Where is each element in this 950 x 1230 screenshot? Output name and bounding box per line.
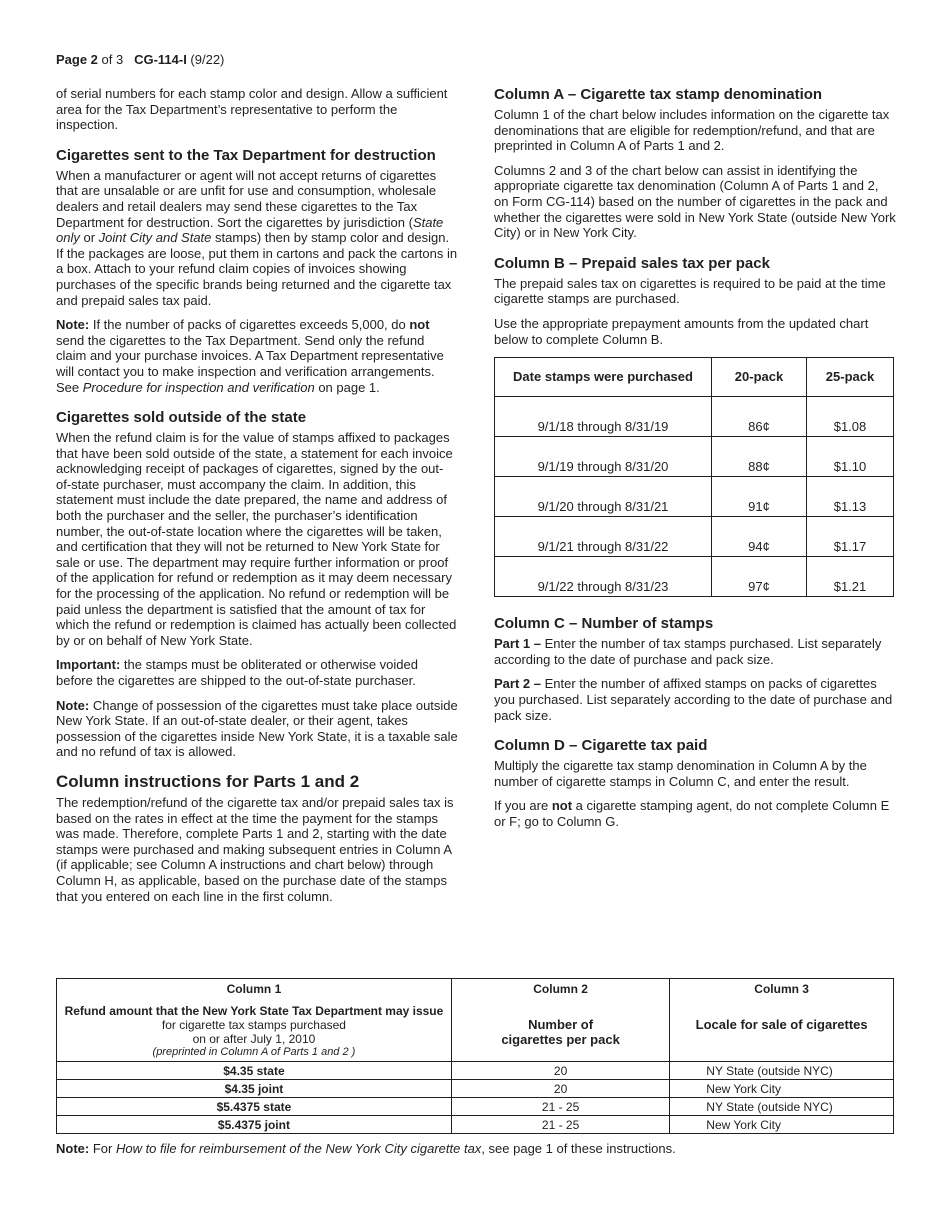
intro-paragraph: of serial numbers for each stamp color and design. Allow a sufficient area for the Tax Department’s representative to perform the inspection. xyxy=(56,86,448,133)
column-b-paragraph-2: Use the appropriate prepayment amounts from the updated chart below to complete Column B. xyxy=(494,315,869,347)
header-date: Date stamps were purchased xyxy=(495,358,712,397)
table-row: 9/1/21 through 8/31/22 94¢ $1.17 xyxy=(495,517,894,557)
header-25-pack: 25-pack xyxy=(807,358,894,397)
table-row: $5.4375 state 21 - 25 NY State (outside NYC) xyxy=(57,1098,894,1116)
important-note: Important: the stamps must be obliterated or otherwise voided before the cigarettes are shipped to the out-of-state purchaser. xyxy=(56,657,418,688)
column-a-paragraph-2: Columns 2 and 3 of the chart below can assist in identifying the appropriate cigarette tax denomination (Column A of Parts 1 and 2, on Form CG-114) based on the number of cigarettes in the pack and whether the cigarettes were sold in New York State (outside New York City) or in New York City. xyxy=(494,162,896,241)
header-20-pack: 20-pack xyxy=(712,358,807,397)
table-row: 9/1/22 through 8/31/23 97¢ $1.21 xyxy=(495,557,894,597)
table-row: 9/1/19 through 8/31/20 88¢ $1.10 xyxy=(495,437,894,477)
table-row: 9/1/18 through 8/31/19 86¢ $1.08 xyxy=(495,397,894,437)
denomination-chart xyxy=(56,978,894,1156)
form-revision: (9/22) xyxy=(186,52,225,67)
column-3-header: Column 3 Locale for sale of cigarettes xyxy=(670,979,894,1062)
column-d-heading: Column D – Cigarette tax paid xyxy=(494,737,708,755)
table-row: 9/1/20 through 8/31/21 91¢ $1.13 xyxy=(495,477,894,517)
column-2-header: Column 2 Number of cigarettes per pack xyxy=(451,979,669,1062)
footnote: Note: For How to file for reimbursement of the New York City cigarette tax, see page 1 of these instructions. xyxy=(56,1141,676,1156)
column-a-heading: Column A – Cigarette tax stamp denomination xyxy=(494,86,823,103)
page-header xyxy=(56,52,224,67)
column-d-paragraph-1: Multiply the cigarette tax stamp denomination in Column A by the number of cigarette stamps in Column C, and enter the result. xyxy=(494,758,867,789)
prepaid-sales-tax-table xyxy=(494,357,894,597)
column-1-header: Column 1 Refund amount that the New York State Tax Department may issue for cigarette tax stamps purchased on or after July 1, 2010 (preprinted in Column A of Parts 1 and 2 ) xyxy=(57,979,452,1062)
column-instructions-heading: Column instructions for Parts 1 and 2 xyxy=(56,771,360,791)
table-row: $4.35 state 20 NY State (outside NYC) xyxy=(57,1062,894,1080)
column-instructions-paragraph: The redemption/refund of the cigarette tax and/or prepaid sales tax is based on the rates in effect at the time the payment for the stamps was made. Therefore, complete Parts 1 and 2, starting with the date stamps were purchased and making subsequent entries in Column A (if applicable; see Column A instructions and chart below) through Column H, as applicable, based on the purchase date of the stamps that you entered on each line in the first column. xyxy=(56,794,454,904)
denomination-table xyxy=(56,978,894,1134)
destruction-paragraph: When a manufacturer or agent will not accept returns of cigarettes that are unsalable or are unfit for use and consumption, wholesale dealers and retail dealers may send these cigarettes to the Tax Department for destruction. Sort the cigarettes by jurisdiction (State only or Joint City and State stamps) then by stamp color and design. If the packages are loose, put them in cartons and pack the cartons in a box. Attach to your refund claim copies of invoices showing purchases of the specific brands being returned and the cigarette tax and prepaid sales tax paid. xyxy=(56,167,458,308)
column-c-heading: Column C – Number of stamps xyxy=(494,615,714,633)
column-d-paragraph-2: If you are not a cigarette stamping agent, do not complete Column E or F; go to Column G. xyxy=(494,798,890,829)
page-number: Page 2 xyxy=(56,52,98,67)
prepaid-table-header xyxy=(495,358,894,397)
column-c-part-2: Part 2 – Enter the number of affixed stamps on packs of cigarettes you purchased. List separately according to the date of purchase and pack size. xyxy=(494,676,893,723)
destruction-note: Note: If the number of packs of cigarettes exceeds 5,000, do not send the cigarettes to the Tax Department. Send only the refund claim and your purchase invoices. A Tax Department representative will contact you to make inspection and verification arrangements. See Procedure for inspection and verification on page 1. xyxy=(56,317,444,395)
right-column xyxy=(494,86,896,838)
form-id: CG-114-I xyxy=(134,52,187,67)
left-column xyxy=(56,86,458,913)
column-c-part-1: Part 1 – Enter the number of tax stamps purchased. List separately according to the date of purchase and pack size. xyxy=(494,636,882,667)
table-row: $5.4375 joint 21 - 25 New York City xyxy=(57,1116,894,1134)
outside-state-paragraph: When the refund claim is for the value of stamps affixed to packages that have been sold outside of the state, a statement for each invoice acknowledging receipt of packages of cigarettes, signed by the out-of-state purchaser, must accompany the claim. In addition, this statement must include the date prepared, the name and address of both the purchaser and the seller, the purchaser’s identification number, the out-of-state location where the cigarettes will be taken, and certification that they will not be returned to New York State for sale or use. The department may require further information or proof of the application for refund or redemption as it may deem necessary for the processing of the application. No refund or redemption will be paid unless the department is satisfied that the amount of tax for which the refund or redemption is claimed has actually been collected by or on behalf of New York State. xyxy=(56,430,457,648)
column-b-heading: Column B – Prepaid sales tax per pack xyxy=(494,254,770,272)
destruction-heading: Cigarettes sent to the Tax Department for destruction xyxy=(56,146,436,164)
page-total: of 3 xyxy=(97,52,124,67)
possession-note: Note: Change of possession of the cigarettes must take place outside New York State. If an out-of-state dealer, or their agent, takes possession of the cigarettes inside New York State, it is a taxable sale and no refund of tax is allowed. xyxy=(56,697,458,760)
outside-state-heading: Cigarettes sold outside of the state xyxy=(56,409,307,427)
denomination-table-header xyxy=(57,979,894,1062)
table-row: $4.35 joint 20 New York City xyxy=(57,1080,894,1098)
column-a-paragraph-1: Column 1 of the chart below includes information on the cigarette tax denominations that are eligible for redemption/refund, and that are preprinted in Column A of Parts 1 and 2. xyxy=(494,107,890,154)
column-b-paragraph-1: The prepaid sales tax on cigarettes is required to be paid at the time cigarette stamps are purchased. xyxy=(494,275,886,307)
